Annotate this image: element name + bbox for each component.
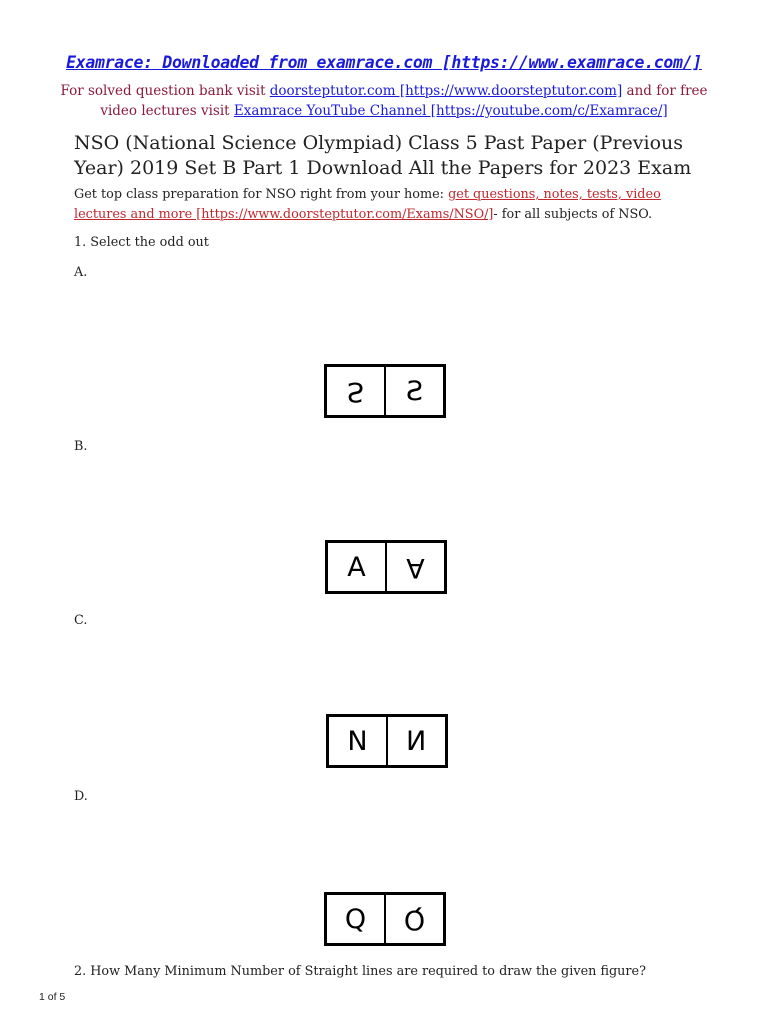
option-b-right-letter: A [406, 551, 425, 583]
option-d-right-cell [384, 895, 443, 943]
option-a-right-letter: S [405, 375, 424, 407]
option-c-left-letter: N [347, 725, 368, 757]
promo-text-1: For solved question bank visit [60, 83, 270, 99]
question-1-text: 1. Select the odd out [74, 235, 209, 250]
option-b-left-cell [328, 543, 385, 591]
option-c-right-cell [386, 717, 445, 765]
option-d-left-cell [327, 895, 384, 943]
doorsteptutor-link[interactable]: doorsteptutor.com [https://www.doorsteptutor.com] [269, 83, 623, 99]
option-b-figure [325, 540, 447, 594]
page-title: NSO (National Science Olympiad) Class 5 Past Paper (Previous Year) 2019 Set B Part 1 Download All the Papers for 2023 Exam [74, 132, 692, 179]
option-c-left-cell [329, 717, 386, 765]
option-a-left-letter: S [346, 375, 365, 407]
option-d-left-letter: Q [344, 903, 367, 935]
examrace-banner[interactable] [0, 53, 768, 72]
intro-text-2: - for all subjects of NSO. [493, 207, 653, 222]
option-a-label: A. [74, 265, 88, 280]
option-a-left-cell [327, 367, 384, 415]
option-d-label: D. [74, 789, 88, 804]
intro-paragraph [74, 185, 704, 225]
option-b-right-cell [385, 543, 444, 591]
option-d-right-letter: Q [403, 903, 426, 935]
option-b-left-letter: A [347, 551, 366, 583]
option-a-figure [324, 364, 446, 418]
option-c-figure [326, 714, 448, 768]
intro-text-1: Get top class preparation for NSO right from your home: [74, 187, 449, 202]
option-c-label: C. [74, 613, 88, 628]
page-count: 1 of 5 [39, 991, 66, 1003]
promo-text [60, 81, 708, 121]
option-d-figure [324, 892, 446, 946]
nso-exams-link[interactable]: get questions, notes, tests, video lectures and more [https://www.doorsteptutor.com/Exams/NSO/] [74, 187, 661, 222]
question-2-text: 2. How Many Minimum Number of Straight lines are required to draw the given figure? [74, 964, 646, 979]
banner-link[interactable]: Examrace: Downloaded from examrace.com [https://www.examrace.com/] [66, 53, 702, 72]
option-a-right-cell [384, 367, 443, 415]
promo-text-2: and for free video lectures visit [100, 83, 708, 119]
option-b-label: B. [74, 439, 88, 454]
youtube-channel-link[interactable]: Examrace YouTube Channel [https://youtube.com/c/Examrace/] [233, 103, 668, 119]
option-c-right-letter: N [406, 725, 427, 757]
